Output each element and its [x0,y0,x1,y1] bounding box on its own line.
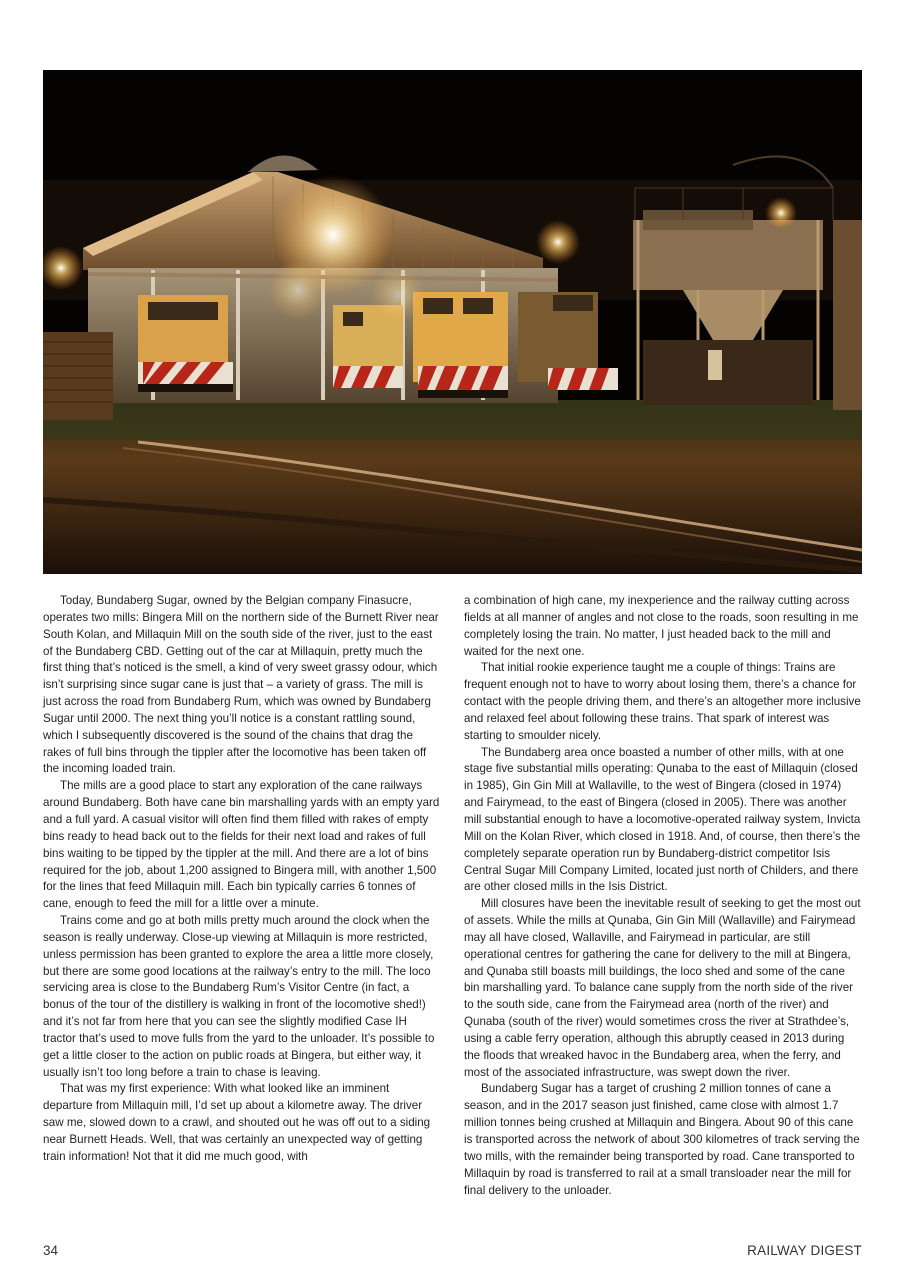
paragraph: That initial rookie experience taught me a couple of things: Trains are frequent enough not to have to worry about losing them, there’s a chance for contact with the people driving them, and there’s an altogether more inclusive and relaxed feel about following these trains. That spark of interest was starting to smoulder nicely. [464,661,861,742]
paragraph-continued: a combination of high cane, my inexperience and the railway cutting across fields at all manner of angles and not close to the roads, soon resulting in me completely losing the train. No matter, I just headed back to the mill and waited for the next one. [464,594,859,658]
column-left [43,593,441,1218]
loco-3 [413,292,508,398]
mill-night-scene [43,70,862,574]
paragraph: The Bundaberg area once boasted a number of other mills, with at one stage five substantial mills operating: Qunaba to the east of Millaquin (closed in 1985), Gin Gin Mill at Wallaville, to the west of Bingera (closed in 1974) and Fairymead, to the east of Bingera (closed in 2005). There was another mill substantial enough to have a locomotive-operated railway system, Invicta Mill on the Kolan River, which closed in 1918. And, of course, then there’s the completely separate operation run by Bundaberg-district competitor Isis Central Sugar Mill Company Limited, located just north of Childers, and there are other closed mills in the Isis District. [464,745,861,894]
article-body [43,593,862,1218]
column-right [464,593,862,1218]
paragraph: That was my first experience: With what looked like an imminent departure from Millaquin mill, I’d set up about a kilometre away. The driver saw me, slowed down to a crawl, and shouted out he was off out to a siding near Burnett Heads. Well, that was certainly an unexpected way of getting train information! Not that it did me much good, with [43,1082,431,1163]
page-number: 34 [43,1243,59,1258]
magazine-title: RAILWAY DIGEST [747,1243,862,1258]
paragraph: Bundaberg Sugar has a target of crushing 2 million tonnes of cane a season, and in the 2017 season just finished, came close with almost 1.7 million tonnes being crushed at Millaquin and Bingera. About 90 of this cane is transported across the network of about 300 kilometres of track serving the two mills, with the remainder being transported by road. Cane transported to Millaquin by road is transferred to rail at a small transloader near the mill for final delivery to the unloader. [464,1082,860,1197]
photo [43,70,862,574]
paragraph: Trains come and go at both mills pretty much around the clock when the season is really underway. Close-up viewing at Millaquin is more restricted, unless permission has been granted to explore the area a little more closely, but there are some good locations at the railway’s entry to the mill. The loco servicing area is close to the Bundaberg Rum’s Visitor Centre (in fact, a bonus of the tour of the distillery is walking in front of the locomotive shed!) and it’s not far from here that you can see the slightly modified Case IH tractor that’s used to move fulls from the yard to the unloader. It’s possible to get a little closer to the action on public roads at Bingera, but either way, it usually isn’t too long before a train to chase is leaving. [43,914,435,1079]
paragraph: Today, Bundaberg Sugar, owned by the Belgian company Finasucre, operates two mills: Bingera Mill on the northern side of the Burnett River near South Kolan, and Millaquin Mill on the south side of the river, just to the east of the Bundaberg CBD. Getting out of the car at Millaquin, pretty much the first thing that’s noticed is the smell, a kind of very sweet grassy odour, which isn’t surprising since sugar cane is just that – a variety of grass. The mill is just across the road from Bundaberg Rum, which was owned by Bundaberg Sugar until 2000. The next thing you’ll notice is a constant rattling sound, which I subsequently discovered is the sound of the chains that drag the rakes of full bins through the tippler after the locomotive has been taken off the incoming loaded train. [43,594,439,776]
paragraph: The mills are a good place to start any exploration of the cane railways around Bundaberg. Both have cane bin marshalling yards with an empty yard and a full yard. A casual visitor will often find them filled with rakes of empty bins ready to head back out to the fields for their next load and rakes of full bins waiting to be tipped by the tippler at the mill. And there are a lot of bins required for the job, about 1,200 assigned to Bingera mill, with another 1,500 for the lines that feed Millaquin mill. Each bin typically carries 6 tonnes of cane, enough to feed the mill for a little over a minute. [43,779,440,911]
loco-1 [138,295,233,392]
paragraph: Mill closures have been the inevitable result of seeking to get the most out of assets. While the mills at Qunaba, Gin Gin Mill (Wallaville) and Fairymead may all have closed, Wallaville, and Fairymead in particular, are still operational centres for gathering the cane for delivery to the mill at Bingera, and Qunaba still boasts mill buildings, the loco shed and some of the cane bin marshalling yard. To balance cane supply from the north side of the river to the south side, cane from the Fairymead area (north of the river) and Qunaba (south of the river) would sometimes cross the river at Strathdee’s, using a cable ferry operation, although this abruptly ceased in 2013 during the floods that wreaked havoc in the Bundaberg area, when the ferry, and most of the associated infrastructure, was swept down the river. [464,897,861,1079]
